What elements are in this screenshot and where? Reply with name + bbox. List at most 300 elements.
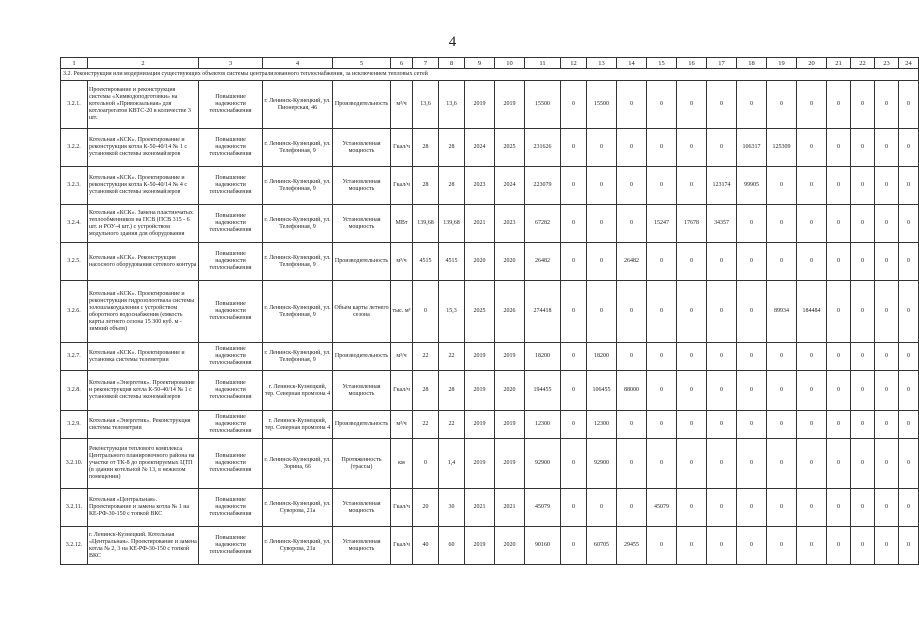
column-number-8: 8 (439, 58, 465, 69)
cell-v9: 2025 (465, 281, 495, 343)
column-number-2: 2 (88, 58, 199, 69)
cell-v16: 0 (677, 489, 707, 527)
cell-v11: 12300 (525, 411, 561, 439)
column-number-11: 11 (525, 58, 561, 69)
cell-purpose: Повышение надежности теплоснабжения (199, 81, 263, 129)
cell-v20: 0 (797, 205, 827, 243)
cell-param: Установленная мощность (333, 371, 391, 411)
table-row (61, 439, 919, 489)
cell-v17: 0 (707, 343, 737, 371)
cell-v24: 0 (899, 81, 919, 129)
cell-v14: 0 (617, 205, 647, 243)
cell-id: 3.2.4. (61, 205, 88, 243)
cell-v18: 0 (737, 343, 767, 371)
investment-program-table (60, 57, 919, 565)
cell-v21: 0 (827, 205, 851, 243)
cell-v18: 0 (737, 371, 767, 411)
cell-v11: 18200 (525, 343, 561, 371)
cell-purpose: Повышение надежности теплоснабжения (199, 343, 263, 371)
cell-v13: 0 (587, 281, 617, 343)
cell-name: г. Ленинск-Кузнецкий. Котельная «Центральная». Проектирование и замена котла № 2, 3 на КЕ-РФ-30-150 с топкой ВКС (88, 527, 199, 565)
cell-v7: 0 (413, 439, 439, 489)
cell-v18: 99905 (737, 167, 767, 205)
cell-address: г. Ленинск-Кузнецкий, ул. Суворова, 21а (263, 489, 333, 527)
cell-v22: 0 (851, 489, 875, 527)
column-number-14: 14 (617, 58, 647, 69)
cell-v9: 2019 (465, 371, 495, 411)
cell-name: Котельная «Энергетик». Проектирование и реконструкция котла К-50-40/14 № 1 с установкой системы экономайзеров (88, 371, 199, 411)
cell-unit: Гкал/ч (391, 371, 413, 411)
cell-v9: 2019 (465, 439, 495, 489)
cell-v22: 0 (851, 167, 875, 205)
cell-v8: 13,6 (439, 81, 465, 129)
cell-v9: 2019 (465, 527, 495, 565)
cell-v23: 0 (875, 205, 899, 243)
cell-param: Протяженность (трассы) (333, 439, 391, 489)
cell-v22: 0 (851, 243, 875, 281)
cell-v19: 0 (767, 527, 797, 565)
section-row (61, 69, 919, 81)
cell-v8: 4515 (439, 243, 465, 281)
cell-v14: 0 (617, 167, 647, 205)
cell-name: Реконструкция теплового комплекса Центрального планировочного района на участке от ТК-8 до проектируемых ЦТП (в здании котельной № 13, в нежилом помещении) (88, 439, 199, 489)
cell-purpose: Повышение надежности теплоснабжения (199, 281, 263, 343)
cell-id: 3.2.6. (61, 281, 88, 343)
cell-v20: 0 (797, 489, 827, 527)
cell-v10: 2026 (495, 281, 525, 343)
cell-v7: 22 (413, 411, 439, 439)
cell-v15: 45079 (647, 489, 677, 527)
cell-address: г. Ленинск-Кузнецкий, ул. Пионерская, 46 (263, 81, 333, 129)
cell-v11: 15500 (525, 81, 561, 129)
cell-v23: 0 (875, 527, 899, 565)
cell-v11: 92900 (525, 439, 561, 489)
cell-v18: 0 (737, 205, 767, 243)
cell-purpose: Повышение надежности теплоснабжения (199, 411, 263, 439)
cell-name: Котельная «КСК». Проектирование и реконструкция гидрозолоотвала системы золошлакоудаления с устройством оборотного водоснабжения (емкость карты летнего сезона 15 300 куб. м - зимний объем) (88, 281, 199, 343)
cell-v21: 0 (827, 343, 851, 371)
cell-param: Объем карты летнего сезона (333, 281, 391, 343)
cell-v19: 0 (767, 167, 797, 205)
cell-v10: 2020 (495, 243, 525, 281)
cell-v24: 0 (899, 489, 919, 527)
cell-v14: 0 (617, 343, 647, 371)
cell-v16: 0 (677, 527, 707, 565)
table-row (61, 243, 919, 281)
cell-v9: 2019 (465, 343, 495, 371)
column-number-12: 12 (561, 58, 587, 69)
cell-v24: 0 (899, 243, 919, 281)
cell-v12: 0 (561, 343, 587, 371)
cell-v21: 0 (827, 281, 851, 343)
cell-v8: 22 (439, 343, 465, 371)
cell-unit: Гкал/ч (391, 167, 413, 205)
cell-v7: 28 (413, 129, 439, 167)
cell-address: г. Ленинск-Кузнецкий, ул. Суворова, 21а (263, 527, 333, 565)
cell-name: Котельная «КСК». Проектирование и реконструкция котла К-50-40/14 № 4 с установкой системы экономайзеров (88, 167, 199, 205)
cell-v14: 0 (617, 439, 647, 489)
cell-v7: 139,68 (413, 205, 439, 243)
cell-v13: 106455 (587, 371, 617, 411)
cell-v17: 0 (707, 243, 737, 281)
cell-v16: 0 (677, 129, 707, 167)
cell-v17: 0 (707, 129, 737, 167)
cell-purpose: Повышение надежности теплоснабжения (199, 205, 263, 243)
cell-v15: 0 (647, 439, 677, 489)
cell-v10: 2020 (495, 527, 525, 565)
cell-v7: 0 (413, 281, 439, 343)
cell-v11: 90160 (525, 527, 561, 565)
column-number-16: 16 (677, 58, 707, 69)
cell-v20: 0 (797, 527, 827, 565)
cell-v20: 0 (797, 243, 827, 281)
cell-v19: 0 (767, 489, 797, 527)
column-number-19: 19 (767, 58, 797, 69)
cell-v15: 0 (647, 281, 677, 343)
cell-v17: 0 (707, 527, 737, 565)
column-number-row (61, 58, 919, 69)
cell-v23: 0 (875, 411, 899, 439)
cell-v7: 28 (413, 167, 439, 205)
cell-v21: 0 (827, 129, 851, 167)
cell-v19: 89934 (767, 281, 797, 343)
cell-unit: м³/ч (391, 81, 413, 129)
cell-address: г. Ленинск-Кузнецкий, ул. Телефонная, 9 (263, 243, 333, 281)
table-row (61, 129, 919, 167)
cell-purpose: Повышение надежности теплоснабжения (199, 371, 263, 411)
cell-v13: 0 (587, 489, 617, 527)
cell-v16: 0 (677, 281, 707, 343)
cell-v12: 0 (561, 243, 587, 281)
table-row (61, 411, 919, 439)
cell-v15: 0 (647, 527, 677, 565)
cell-v14: 88000 (617, 371, 647, 411)
cell-v15: 0 (647, 243, 677, 281)
cell-v7: 13,6 (413, 81, 439, 129)
cell-v22: 0 (851, 527, 875, 565)
cell-v19: 0 (767, 411, 797, 439)
cell-v24: 0 (899, 439, 919, 489)
cell-v7: 40 (413, 527, 439, 565)
cell-v22: 0 (851, 371, 875, 411)
cell-v9: 2023 (465, 167, 495, 205)
cell-v15: 15247 (647, 205, 677, 243)
cell-v9: 2019 (465, 81, 495, 129)
column-number-21: 21 (827, 58, 851, 69)
cell-v22: 0 (851, 439, 875, 489)
column-number-23: 23 (875, 58, 899, 69)
cell-v20: 0 (797, 167, 827, 205)
cell-v22: 0 (851, 281, 875, 343)
section-title: 3.2. Реконструкция или модернизация существующих объектов системы централизованного теплоснабжения, за исключением тепловых сетей (61, 69, 919, 81)
cell-address: г. Ленинск-Кузнецкий, ул. Телефонная, 9 (263, 281, 333, 343)
column-number-4: 4 (263, 58, 333, 69)
cell-v13: 60705 (587, 527, 617, 565)
cell-v9: 2019 (465, 411, 495, 439)
cell-unit: тыс. м³ (391, 281, 413, 343)
cell-v11: 67282 (525, 205, 561, 243)
cell-v11: 231626 (525, 129, 561, 167)
column-number-9: 9 (465, 58, 495, 69)
page-number: 4 (448, 34, 457, 50)
column-number-3: 3 (199, 58, 263, 69)
column-number-20: 20 (797, 58, 827, 69)
cell-v18: 0 (737, 281, 767, 343)
cell-v15: 0 (647, 371, 677, 411)
cell-address: г. Ленинск-Кузнецкий, тер. Северная промзона 4 (263, 371, 333, 411)
cell-id: 3.2.8. (61, 371, 88, 411)
cell-v23: 0 (875, 129, 899, 167)
cell-v11: 274418 (525, 281, 561, 343)
column-number-22: 22 (851, 58, 875, 69)
cell-param: Установленная мощность (333, 489, 391, 527)
cell-v23: 0 (875, 81, 899, 129)
cell-v14: 26482 (617, 243, 647, 281)
table-row (61, 489, 919, 527)
cell-v11: 194455 (525, 371, 561, 411)
cell-v23: 0 (875, 489, 899, 527)
cell-v19: 0 (767, 371, 797, 411)
cell-v21: 0 (827, 527, 851, 565)
cell-v20: 0 (797, 371, 827, 411)
column-number-24: 24 (899, 58, 919, 69)
cell-v12: 0 (561, 439, 587, 489)
cell-v12: 0 (561, 371, 587, 411)
cell-v16: 0 (677, 343, 707, 371)
cell-v24: 0 (899, 343, 919, 371)
cell-v8: 139,68 (439, 205, 465, 243)
cell-id: 3.2.5. (61, 243, 88, 281)
cell-v21: 0 (827, 411, 851, 439)
cell-v10: 2019 (495, 411, 525, 439)
column-number-5: 5 (333, 58, 391, 69)
cell-v21: 0 (827, 371, 851, 411)
cell-v12: 0 (561, 81, 587, 129)
cell-v10: 2019 (495, 439, 525, 489)
column-number-15: 15 (647, 58, 677, 69)
cell-v19: 0 (767, 243, 797, 281)
column-number-13: 13 (587, 58, 617, 69)
cell-v14: 0 (617, 129, 647, 167)
cell-v24: 0 (899, 167, 919, 205)
cell-unit: м³/ч (391, 343, 413, 371)
cell-param: Установленная мощность (333, 167, 391, 205)
cell-v22: 0 (851, 343, 875, 371)
cell-v17: 0 (707, 411, 737, 439)
cell-v17: 0 (707, 489, 737, 527)
cell-v24: 0 (899, 411, 919, 439)
cell-v24: 0 (899, 129, 919, 167)
cell-v13: 15500 (587, 81, 617, 129)
cell-unit: Гкал/ч (391, 129, 413, 167)
column-number-18: 18 (737, 58, 767, 69)
cell-v9: 2021 (465, 489, 495, 527)
cell-id: 3.2.10. (61, 439, 88, 489)
cell-v18: 0 (737, 243, 767, 281)
cell-v14: 0 (617, 489, 647, 527)
cell-id: 3.2.3. (61, 167, 88, 205)
cell-unit: МВт (391, 205, 413, 243)
cell-v16: 0 (677, 439, 707, 489)
cell-v22: 0 (851, 205, 875, 243)
cell-v19: 0 (767, 439, 797, 489)
cell-v8: 15,3 (439, 281, 465, 343)
cell-param: Установленная мощность (333, 527, 391, 565)
cell-v10: 2019 (495, 343, 525, 371)
cell-v13: 92900 (587, 439, 617, 489)
cell-name: Котельная «КСК». Проектирование и установка системы телеметрии (88, 343, 199, 371)
cell-id: 3.2.7. (61, 343, 88, 371)
cell-id: 3.2.1. (61, 81, 88, 129)
cell-v23: 0 (875, 371, 899, 411)
cell-unit: м³/ч (391, 243, 413, 281)
cell-v9: 2021 (465, 205, 495, 243)
cell-v22: 0 (851, 411, 875, 439)
cell-v19: 0 (767, 205, 797, 243)
cell-purpose: Повышение надежности теплоснабжения (199, 129, 263, 167)
cell-v20: 0 (797, 343, 827, 371)
cell-v8: 30 (439, 489, 465, 527)
cell-v12: 0 (561, 205, 587, 243)
cell-v16: 0 (677, 371, 707, 411)
cell-v16: 0 (677, 411, 707, 439)
cell-v17: 0 (707, 371, 737, 411)
cell-v15: 0 (647, 343, 677, 371)
cell-v11: 26482 (525, 243, 561, 281)
cell-v7: 20 (413, 489, 439, 527)
table-row (61, 343, 919, 371)
cell-name: Котельная «Энергетик». Реконструкция системы телеметрии (88, 411, 199, 439)
cell-v16: 17678 (677, 205, 707, 243)
cell-v20: 0 (797, 439, 827, 489)
column-number-7: 7 (413, 58, 439, 69)
table-row (61, 371, 919, 411)
cell-name: Котельная «КСК». Замена пластинчатых теплообменников на ПСВ (ПСВ 315 - 6 шт. и РОУ-4 шт.) с устройством модульного здания для оборудования (88, 205, 199, 243)
cell-v20: 0 (797, 411, 827, 439)
cell-address: г. Ленинск-Кузнецкий, ул. Телефонная, 9 (263, 167, 333, 205)
cell-v7: 22 (413, 343, 439, 371)
cell-v24: 0 (899, 281, 919, 343)
cell-v13: 0 (587, 129, 617, 167)
table-row (61, 205, 919, 243)
cell-purpose: Повышение надежности теплоснабжения (199, 243, 263, 281)
cell-v21: 0 (827, 167, 851, 205)
cell-param: Производительность (333, 343, 391, 371)
cell-v9: 2024 (465, 129, 495, 167)
cell-address: г. Ленинск-Кузнецкий, ул. Телефонная, 9 (263, 343, 333, 371)
cell-v17: 0 (707, 281, 737, 343)
cell-v13: 0 (587, 205, 617, 243)
cell-v22: 0 (851, 81, 875, 129)
cell-v12: 0 (561, 281, 587, 343)
cell-v18: 0 (737, 489, 767, 527)
cell-v18: 106317 (737, 129, 767, 167)
cell-v16: 0 (677, 167, 707, 205)
cell-param: Установленная мощность (333, 129, 391, 167)
cell-v14: 29455 (617, 527, 647, 565)
cell-v12: 0 (561, 167, 587, 205)
cell-address: г. Ленинск-Кузнецкий, тер. Северная промзона 4 (263, 411, 333, 439)
cell-v18: 0 (737, 411, 767, 439)
column-number-1: 1 (61, 58, 88, 69)
cell-id: 3.2.12. (61, 527, 88, 565)
cell-unit: км (391, 439, 413, 489)
cell-v20: 0 (797, 81, 827, 129)
cell-v17: 123174 (707, 167, 737, 205)
cell-name: Котельная «КСК». Реконструкция насосного оборудования сетевого контура (88, 243, 199, 281)
cell-v18: 0 (737, 527, 767, 565)
cell-v13: 12300 (587, 411, 617, 439)
cell-address: г. Ленинск-Кузнецкий, ул. Телефонная, 9 (263, 129, 333, 167)
cell-v18: 0 (737, 439, 767, 489)
cell-v23: 0 (875, 343, 899, 371)
cell-v12: 0 (561, 411, 587, 439)
column-number-6: 6 (391, 58, 413, 69)
cell-purpose: Повышение надежности теплоснабжения (199, 527, 263, 565)
cell-v8: 28 (439, 371, 465, 411)
cell-v17: 0 (707, 81, 737, 129)
cell-v11: 45079 (525, 489, 561, 527)
cell-v12: 0 (561, 129, 587, 167)
cell-param: Установленная мощность (333, 205, 391, 243)
cell-purpose: Повышение надежности теплоснабжения (199, 489, 263, 527)
cell-param: Производительность (333, 81, 391, 129)
cell-purpose: Повышение надежности теплоснабжения (199, 439, 263, 489)
column-number-10: 10 (495, 58, 525, 69)
cell-purpose: Повышение надежности теплоснабжения (199, 167, 263, 205)
cell-id: 3.2.2. (61, 129, 88, 167)
cell-v20: 184484 (797, 281, 827, 343)
cell-v23: 0 (875, 243, 899, 281)
cell-v10: 2025 (495, 129, 525, 167)
cell-param: Производительность (333, 243, 391, 281)
cell-v10: 2020 (495, 371, 525, 411)
cell-v7: 28 (413, 371, 439, 411)
cell-v15: 0 (647, 81, 677, 129)
cell-id: 3.2.11. (61, 489, 88, 527)
cell-v21: 0 (827, 81, 851, 129)
cell-v10: 2024 (495, 167, 525, 205)
cell-v21: 0 (827, 439, 851, 489)
cell-v12: 0 (561, 527, 587, 565)
cell-v10: 2019 (495, 81, 525, 129)
cell-v15: 0 (647, 411, 677, 439)
table-row (61, 527, 919, 565)
cell-v15: 0 (647, 167, 677, 205)
cell-param: Производительность (333, 411, 391, 439)
cell-v10: 2023 (495, 205, 525, 243)
cell-v8: 1,4 (439, 439, 465, 489)
cell-v21: 0 (827, 243, 851, 281)
cell-v24: 0 (899, 371, 919, 411)
cell-v20: 0 (797, 129, 827, 167)
cell-id: 3.2.9. (61, 411, 88, 439)
column-number-17: 17 (707, 58, 737, 69)
cell-v22: 0 (851, 129, 875, 167)
cell-v13: 0 (587, 243, 617, 281)
cell-unit: м³/ч (391, 411, 413, 439)
cell-unit: Гкал/ч (391, 489, 413, 527)
cell-v8: 28 (439, 129, 465, 167)
cell-v13: 0 (587, 167, 617, 205)
cell-v17: 0 (707, 439, 737, 489)
cell-v17: 34357 (707, 205, 737, 243)
cell-name: Котельная «Центральная». Проектирование и замена котла № 1 на КЕ-РФ-30-150 с топкой ВКС (88, 489, 199, 527)
cell-v11: 223079 (525, 167, 561, 205)
cell-v24: 0 (899, 205, 919, 243)
table-row (61, 167, 919, 205)
cell-v16: 0 (677, 243, 707, 281)
